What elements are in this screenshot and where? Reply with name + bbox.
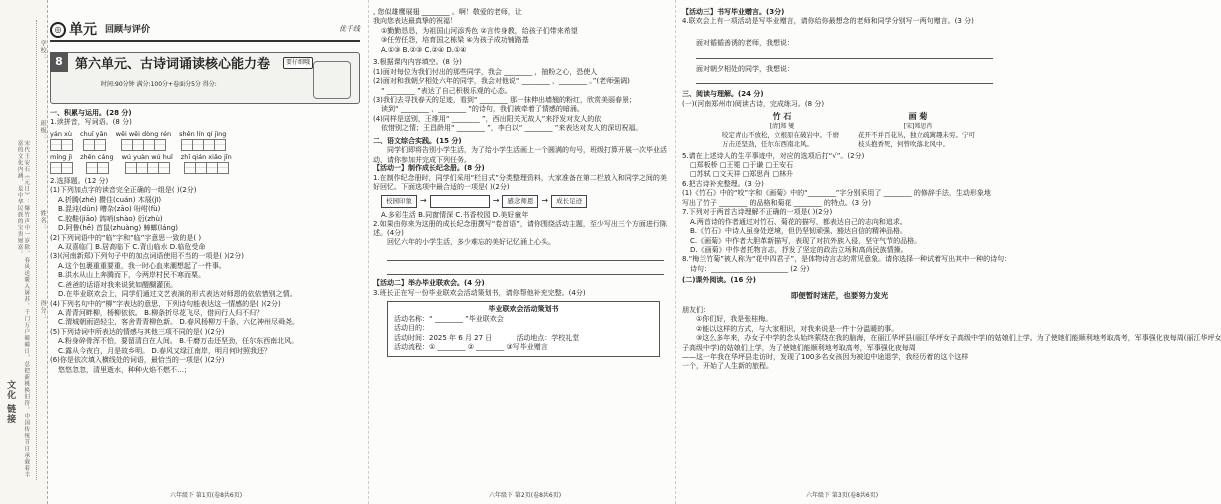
q2-4-opt: C.渭城朝雨浥轻尘，客舍青青柳色新。 D.春风杨柳万千条，六亿神州尽舜尧。 (58, 318, 299, 327)
task1-q2-prompt: 回忆六年的小学生活，多少难忘的美好记忆涌上心头。 (387, 238, 555, 246)
pinyin-item: wú yuàn wú huǐ (122, 153, 173, 174)
section-2-intro: 同学们即将告别小学生活，为了给小学生活画上一个圆满的句号，班级打算开展一次毕业活动，请你参加并完成下列任务。 (373, 146, 667, 164)
poem-title: 竹 石 (772, 112, 792, 122)
arrow-icon: → (541, 195, 549, 205)
q2-4: (4)下列名句中的“柳”字表达的意思，下列诗句能表达这一情感的是( )(2分) (50, 299, 281, 308)
tip-badge: 要仔细哦 (283, 57, 313, 69)
q3-line: “ ________ ”表达了自己积极乐观的心态。 (381, 86, 512, 95)
q2-5: (5)下列诗词中所表达的情感与其他三项不同的是( )(2分) (50, 327, 225, 336)
q7-opt: A.两首诗的作者通过对竹石、菊花的描写，都表达自己的志向和追求。 (690, 217, 907, 226)
q3-line: (2)面对和我朝夕相处六年的同学，我会对他说“ ________ ，________ 。”(老师强调) (373, 77, 630, 86)
q1-title: 1.读拼音，写词语。(8 分) (50, 118, 132, 127)
q2-1-opt: A.折腾(zhé) 攒住(cuán) 木屐(jī) (58, 195, 162, 204)
q3-line: (4)同样是送别，王维用“ ________ ”，西出阳关无故人”来抒发对友人的依 (373, 114, 602, 123)
letter-line: ②能以这样的方式，与大家相识，对我来说是一件十分温暖的事。 (696, 324, 899, 333)
q2-3: (3)(河南新郑)下列句子中的加点词语使用不当的一项是( )(2分) (50, 252, 244, 261)
q2-title: 2.选择题。(12 分) (50, 176, 109, 185)
unit-logo-icon: ◎ (50, 22, 66, 38)
q6-line: 写出了竹子 ________ 的品格和菊花 ________ 的特点。(3 分) (682, 198, 872, 207)
letter-line: ③这么多年来，办女子中学的念头始终萦绕在我的脑海，在丽江华坪县(丽江华坪女子高级中学)的姑娘们上学。为了使她们能顺利地考取高考，军事强化夜每周(丽江华坪女 (696, 334, 1221, 343)
binding-line (36, 20, 37, 480)
section-3-title: 三、阅读与理解。(24 分) (682, 90, 764, 99)
q5: 5.请在上述诗人的生平事迹中，对应的选项后打“√”。(2分) (682, 151, 865, 160)
q2-1: (1)下列加点字的读音完全正确的一组是( )(2分) (50, 186, 197, 195)
q7: 7.下列对于两首古诗理解不正确的一项是( )(2分) (682, 208, 833, 217)
q2-1-opt: B.混沌(dùn) 嘈杂(zāo) 吩咐(fù) (58, 205, 161, 214)
poem-author: [宋]郑思肖 (903, 122, 933, 130)
flow-box: 感念师恩 (502, 195, 538, 208)
plan-title: 毕业联欢会活动策划书 (488, 305, 559, 314)
task1-q1: 1.在制作纪念册时，同学们采用“栏目式”分类整理资料，大家准备在第二栏放入和同学之间的美好回忆。下面选项中最合适的一项是( )(2分) (373, 173, 667, 191)
poem-bamboo (722, 112, 842, 148)
task2-title: 【活动二】举办毕业联欢会。(4 分) (373, 279, 485, 288)
letter-line: 朋友们： (682, 305, 710, 314)
flow-box: 校园印象 (381, 195, 417, 208)
title-box (50, 52, 360, 104)
pinyin-item: shēn lín qí jìng (179, 130, 226, 151)
col2-top-line: 我向您表达最真挚的祝福！ (373, 17, 457, 26)
poem-author: [清]郑 燮 (769, 122, 795, 130)
letter-line: ①你们好，我是张桂梅。 (696, 315, 773, 324)
edition-label: 优千线 (339, 25, 360, 34)
q6-line: (1)《竹石》中的“咬”字和《画菊》中的“________”字分别采用了 ________ 的修辞手法，生动形象地 (682, 189, 991, 198)
col2-top-line: A.①③ B.②③ C.②④ D.①④ (381, 45, 467, 54)
unit-header (50, 20, 360, 42)
q6: 6.把古诗补充整理。(3 分) (682, 179, 764, 188)
culture-text: 宋代王安石《元日》：爆竹声中一岁除，春风送暖入屠苏。千门万户曈曈日，总把新桃换旧符。中国传统节日承载着丰富的文化内涵，是中华民族的宝贵财富。 (16, 140, 30, 478)
paper-meta: 时间:90分钟 满分:100分+卷面分5分 得分: (101, 81, 217, 88)
plan-box (387, 301, 660, 356)
q2-1-opt: D.阿鲁(hē) 首鼠(zhuàng) 蟑螂(láng) (58, 224, 179, 233)
poems (682, 112, 997, 148)
q2-3-opt: B.洪水从山上奔腾而下，今两岸村民不寒而栗。 (58, 271, 206, 280)
q5-opts[interactable]: □苏轼 □文天祥 □郑思肖 □林升 (690, 170, 794, 179)
col2-top-line: ①勤勤恳恳，为祖国山河添秀色 ②言传身教，给孩子们带来希望 (381, 26, 578, 35)
pinyin-item: zhī qián xiǎo jǐn (181, 153, 232, 174)
student-illustration-icon (313, 61, 351, 99)
section-1-title: 一、积累与运用。(28 分) (50, 109, 132, 117)
q8: 8.“梅兰竹菊”被人称为“花中四君子”，是体物诗言志的常见意象。请你选择一种试着写出其中一种的诗句： (682, 255, 1012, 264)
q2-6-text: 悠悠忽忽，清里逝水，种种火焰不燃不…； (58, 365, 191, 374)
plan-place: 活动地点：学校礼堂 (516, 333, 580, 342)
plan-name: 活动名称：“ ________ ”毕业联欢会 (394, 314, 504, 323)
task3-title: 【活动三】书写毕业赠言。(3分) (682, 8, 785, 16)
name-label: 姓名： (39, 210, 47, 231)
q3-line: (1)面对每位为我们付出的那些同学，我会 ________ ，抽粉之心，恐使人 (373, 67, 598, 76)
paper-number: 8 (50, 52, 68, 72)
pinyin-item: wēi wēi dòng rén (116, 130, 171, 151)
plan-process: 活动流程：① ________ ② ________ ③写毕业赠言 (394, 343, 548, 352)
q2-3-opt: C.爸爸的话语对我来说犹如醍醐灌顶。 (58, 280, 178, 289)
q2-1-opt: C.胶鞋(jiāo) 鸽哨(shào) 衍(zhù) (58, 214, 163, 223)
flow-options: A.多彩生活 B.同窗情深 C.书香校园 D.美好童年 (381, 210, 529, 219)
score-label: 得分： (39, 300, 47, 321)
q7-opt: C.《画菊》中作者大胆革新描写，表现了对抗外族入侵，坚守气节的品格。 (690, 236, 922, 245)
q2-2-opts: A.双喜临门 B.居高临下 C.背山临水 D.临危受命 (58, 242, 206, 251)
task2-q: 3.班长正在写一份毕业联欢会活动策划书，请你帮他补充完整。(4分) (373, 288, 586, 297)
q2-5-opt: C.露从今夜白，月是故乡明。 D.春风又绿江南岸，明月何时照我还？ (58, 346, 271, 355)
task1-title: 【活动一】制作成长纪念册。(8 分) (373, 164, 485, 173)
q2-2: (2)下列词语中的“临”字和“临”字意思一致的是( ) (50, 233, 202, 242)
to-teacher: 面对循循善诱的老师，我想说： (696, 39, 794, 48)
part1-title: (一)(河南郑州市)阅读古诗，完成练习。(8 分) (682, 99, 825, 108)
letter-title: 即便暂时迷茫，也要努力发光 (790, 290, 889, 300)
answer-line[interactable] (696, 80, 993, 84)
q3-line: 读到“ ________ ，________ ”的诗句，我们被牵着了情感的暗涌。 (381, 105, 584, 114)
q8-answer[interactable]: 诗句：______________________ (2 分) (690, 264, 810, 273)
col2-top-line: ③任劳任怨，培育国之栋梁 ④为孩子成功铺路基 (381, 36, 529, 45)
arrow-icon: → (492, 195, 500, 205)
culture-title: 文化 链接 (5, 380, 16, 425)
class-label: 班级： (39, 120, 47, 141)
page-1 (50, 0, 360, 504)
page-footer: 六年级下 第2页(卷8共6页) (489, 491, 562, 499)
part2-title: (二)课外阅读。(16 分) (682, 276, 756, 285)
flow-diagram (381, 195, 668, 208)
q2-3-opt: A.这个包裹重重要重，我一时心血来潮想起了一件事。 (58, 261, 226, 270)
unit-label: 单元 (69, 21, 97, 38)
poem-text: 花开不并百花丛，独立疏篱趣未穷。宁可枝头抱香死，何曾吹落北风中。 (858, 131, 975, 148)
pinyin-item: zhēn cáng (80, 153, 114, 174)
to-classmate: 面对朝夕相处的同学，我想说： (696, 64, 794, 73)
q2-3-opt: D.在毕业联欢会上，同学们通过文艺表演的形式表达对师恩的依依惜别之情。 (58, 290, 297, 299)
page-footer: 六年级下 第1页(卷8共6页) (170, 491, 243, 499)
pinyin-row-1 (50, 130, 360, 151)
letter-line: 一个，开始了人生新的旅程。 (682, 362, 773, 371)
q3-title: 3.根据课内内容填空。(8 分) (373, 58, 462, 67)
answer-line[interactable] (387, 269, 664, 275)
school-label: 学校： (39, 40, 47, 61)
answer-line[interactable] (696, 55, 993, 59)
q3-line: (3)我们去寻找春天的足迹，看到“ ________ 那一抹伸出墙翘的粉红，欣赏美丽春景； (373, 95, 636, 104)
page-3 (675, 0, 1221, 504)
poem-chrysanthemum (858, 112, 978, 148)
task1-q2: 2.如果由你来为这册的成长纪念册撰写“卷首语”，请你围绕活动主题，至少写出三个方面进行陈述。(4分) (373, 220, 667, 238)
q5-opts[interactable]: □郑板桥 □王冕 □于谦 □王安石 (690, 161, 794, 170)
q2-5-opt: A.粉身碎骨浑不怕，要留清白在人间。 B.千磨万击还坚劲，任尔东西南北风。 (58, 337, 299, 346)
arrow-icon: → (420, 195, 427, 205)
q2-6: (6)你是依次填入横线处的词语，最恰当的一项是( )(2分) (50, 356, 225, 365)
binding-margin (0, 0, 48, 504)
page-2 (368, 0, 668, 504)
pinyin-item: yán xù (50, 130, 72, 151)
q7-opt: B.《竹石》中诗人虽身处逆境，但仍坚韧顽强、豁达自信的精神品格。 (690, 227, 908, 236)
plan-time: 活动时间：2025 年 6 月 27 日 (394, 333, 493, 342)
page-footer: 六年级下 第3页(卷8共6页) (806, 491, 879, 499)
pinyin-item: chuī yān (80, 130, 108, 151)
col2-top-line: , 您似雄鹰展翅 ________ 。啊！敬爱的老师，让 (373, 8, 522, 16)
flow-box: 成长足迹 (551, 195, 587, 208)
paper-title: 第六单元、古诗词诵读核心能力卷 (75, 57, 271, 72)
q7-opt: D.《画菊》中作者托物言志，抒发了坚定的政治立场和高尚民族情操。 (690, 245, 908, 254)
section-2-title: 二、语文综合实践。(15 分) (373, 136, 462, 145)
letter-line: 子高级中学)的姑娘们上学，为了使她们能顺利地考取高考，军事强化夜每周 (682, 343, 916, 352)
poem-title: 画 菊 (908, 112, 928, 122)
pinyin-item: míng jì (50, 153, 72, 174)
task3-q: 4.联欢会上有一项活动是写毕业赠言，请你给你最想念的老师和同学分别写一两句赠言。(3 分) (682, 17, 974, 26)
q3-line: 依惜别之情；王昌龄用“ ________ ”，李白以“ ________ ”来表达对友人的深切祝福。 (381, 124, 643, 133)
unit-subtitle: 回顾与评价 (105, 24, 151, 35)
flow-box-blank[interactable] (430, 195, 490, 208)
poem-text: 咬定青山不放松，立根原在破岩中。千磨万击还坚劲，任尔东西南北风。 (722, 131, 839, 148)
q2-4-opt: A.青青河畔柳，杨柳依依。 B.柳条折尽花飞尽，借问行人归不归？ (58, 309, 264, 317)
answer-line[interactable] (387, 255, 664, 261)
pinyin-row-2 (50, 153, 360, 174)
letter-line: ——这一年我在华坪县走访时，发现了100多名女孩因为被迫中途退学，我经历着的这个这样 (682, 353, 969, 362)
plan-goal: 活动目的： (394, 324, 429, 333)
